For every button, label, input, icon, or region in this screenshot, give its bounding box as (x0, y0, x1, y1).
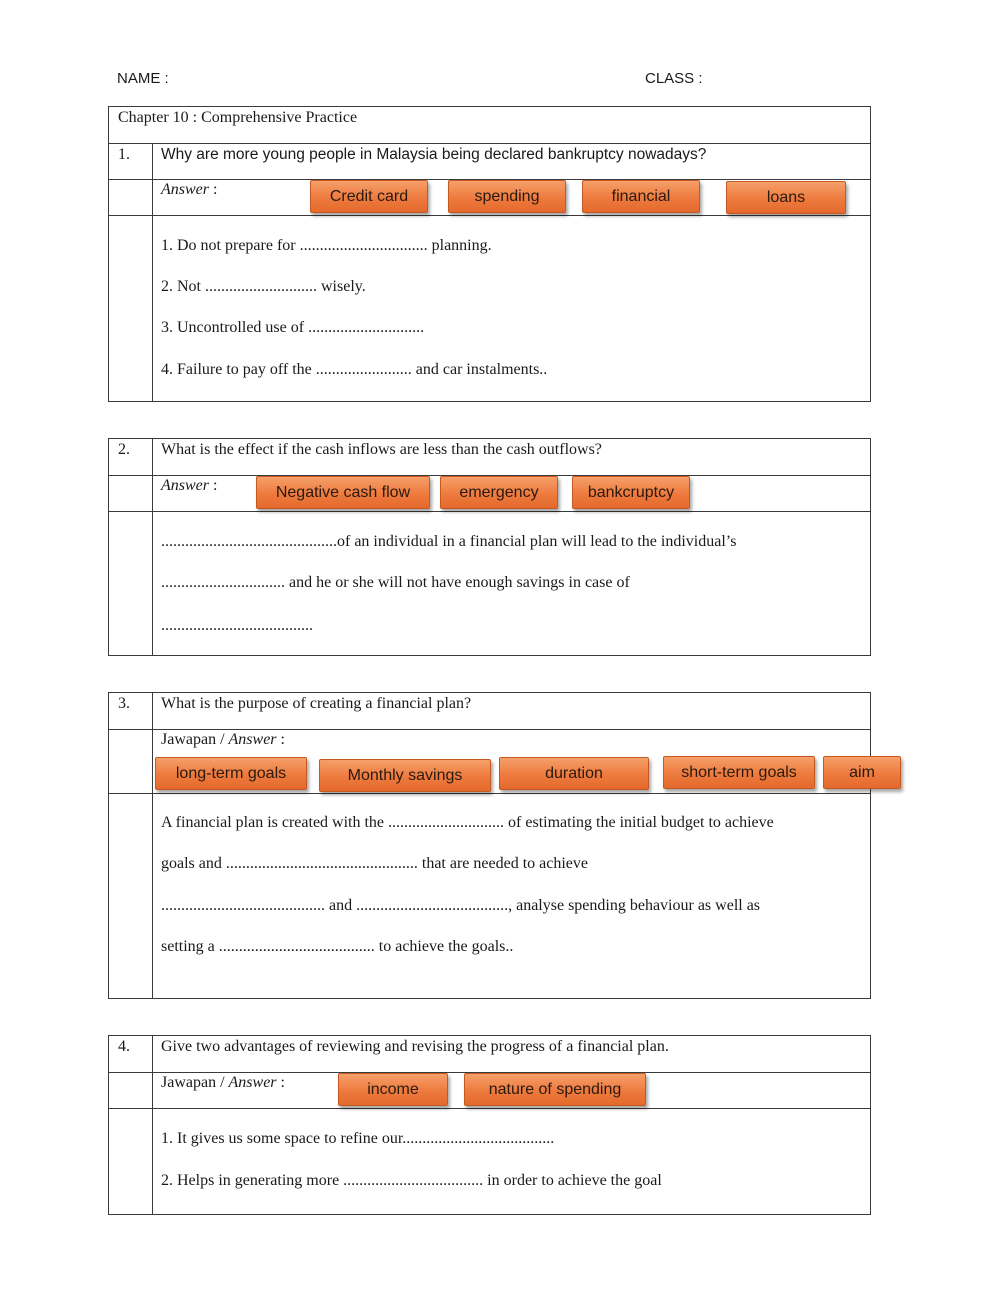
question-text: What is the purpose of creating a financial plan? (161, 695, 472, 712)
question-number: 2. (118, 441, 130, 458)
chip-negative-cash-flow[interactable]: Negative cash flow (256, 476, 430, 509)
fill-line: 2. Not ............................ wisely. (161, 278, 366, 295)
fill-line: A financial plan is created with the ............................. of estimating the initial budget to achieve (161, 814, 774, 831)
chip-loans[interactable]: loans (726, 181, 846, 214)
chip-nature-of-spending[interactable]: nature of spending (464, 1073, 646, 1106)
fill-line: goals and ................................................ that are needed to achieve (161, 855, 588, 872)
answer-label: Jawapan / Answer : (161, 731, 285, 748)
answer-label: Answer : (161, 181, 218, 198)
chip-duration[interactable]: duration (499, 757, 649, 790)
class-label: CLASS : (645, 70, 703, 87)
chip-income[interactable]: income (338, 1073, 448, 1106)
chip-financial[interactable]: financial (582, 180, 700, 213)
chip-emergency[interactable]: emergency (440, 476, 558, 509)
fill-line: ...................................... (161, 617, 313, 634)
chip-spending[interactable]: spending (448, 180, 566, 213)
question-2-table (108, 438, 871, 656)
fill-line: setting a ....................................... to achieve the goals.. (161, 938, 514, 955)
chapter-title: Chapter 10 : Comprehensive Practice (118, 109, 358, 126)
chip-long-term-goals[interactable]: long-term goals (155, 757, 307, 790)
fill-line: ............................... and he or she will not have enough savings in case of (161, 574, 630, 591)
answer-label: Answer : (161, 477, 218, 494)
question-text: What is the effect if the cash inflows are less than the cash outflows? (161, 441, 602, 458)
answer-label: Jawapan / Answer : (161, 1074, 285, 1091)
fill-line: 1. It gives us some space to refine our...................................... (161, 1130, 555, 1147)
question-number: 4. (118, 1038, 130, 1055)
fill-line: ............................................of an individual in a financial plan will lead to the individual’s (161, 533, 737, 550)
chip-short-term-goals[interactable]: short-term goals (663, 756, 815, 789)
question-number: 1. (118, 146, 130, 163)
chip-aim[interactable]: aim (823, 756, 901, 789)
fill-line: 4. Failure to pay off the ........................ and car instalments.. (161, 361, 548, 378)
question-number: 3. (118, 695, 130, 712)
fill-line: ......................................... and ......................................, analyse spending behaviour as well as (161, 897, 761, 914)
question-4-table (108, 1035, 871, 1215)
fill-line: 1. Do not prepare for ................................ planning. (161, 237, 492, 254)
chip-monthly-savings[interactable]: Monthly savings (319, 759, 491, 792)
chip-bankcruptcy[interactable]: bankcruptcy (572, 476, 690, 509)
question-1-table (108, 106, 871, 402)
fill-line: 2. Helps in generating more ................................... in order to achieve the goal (161, 1172, 662, 1189)
question-3-table (108, 692, 871, 999)
chip-credit-card[interactable]: Credit card (310, 180, 428, 213)
question-text: Why are more young people in Malaysia being declared bankruptcy nowadays? (161, 146, 707, 163)
question-text: Give two advantages of reviewing and revising the progress of a financial plan. (161, 1038, 669, 1055)
name-label: NAME : (117, 70, 169, 87)
fill-line: 3. Uncontrolled use of ............................. (161, 319, 425, 336)
